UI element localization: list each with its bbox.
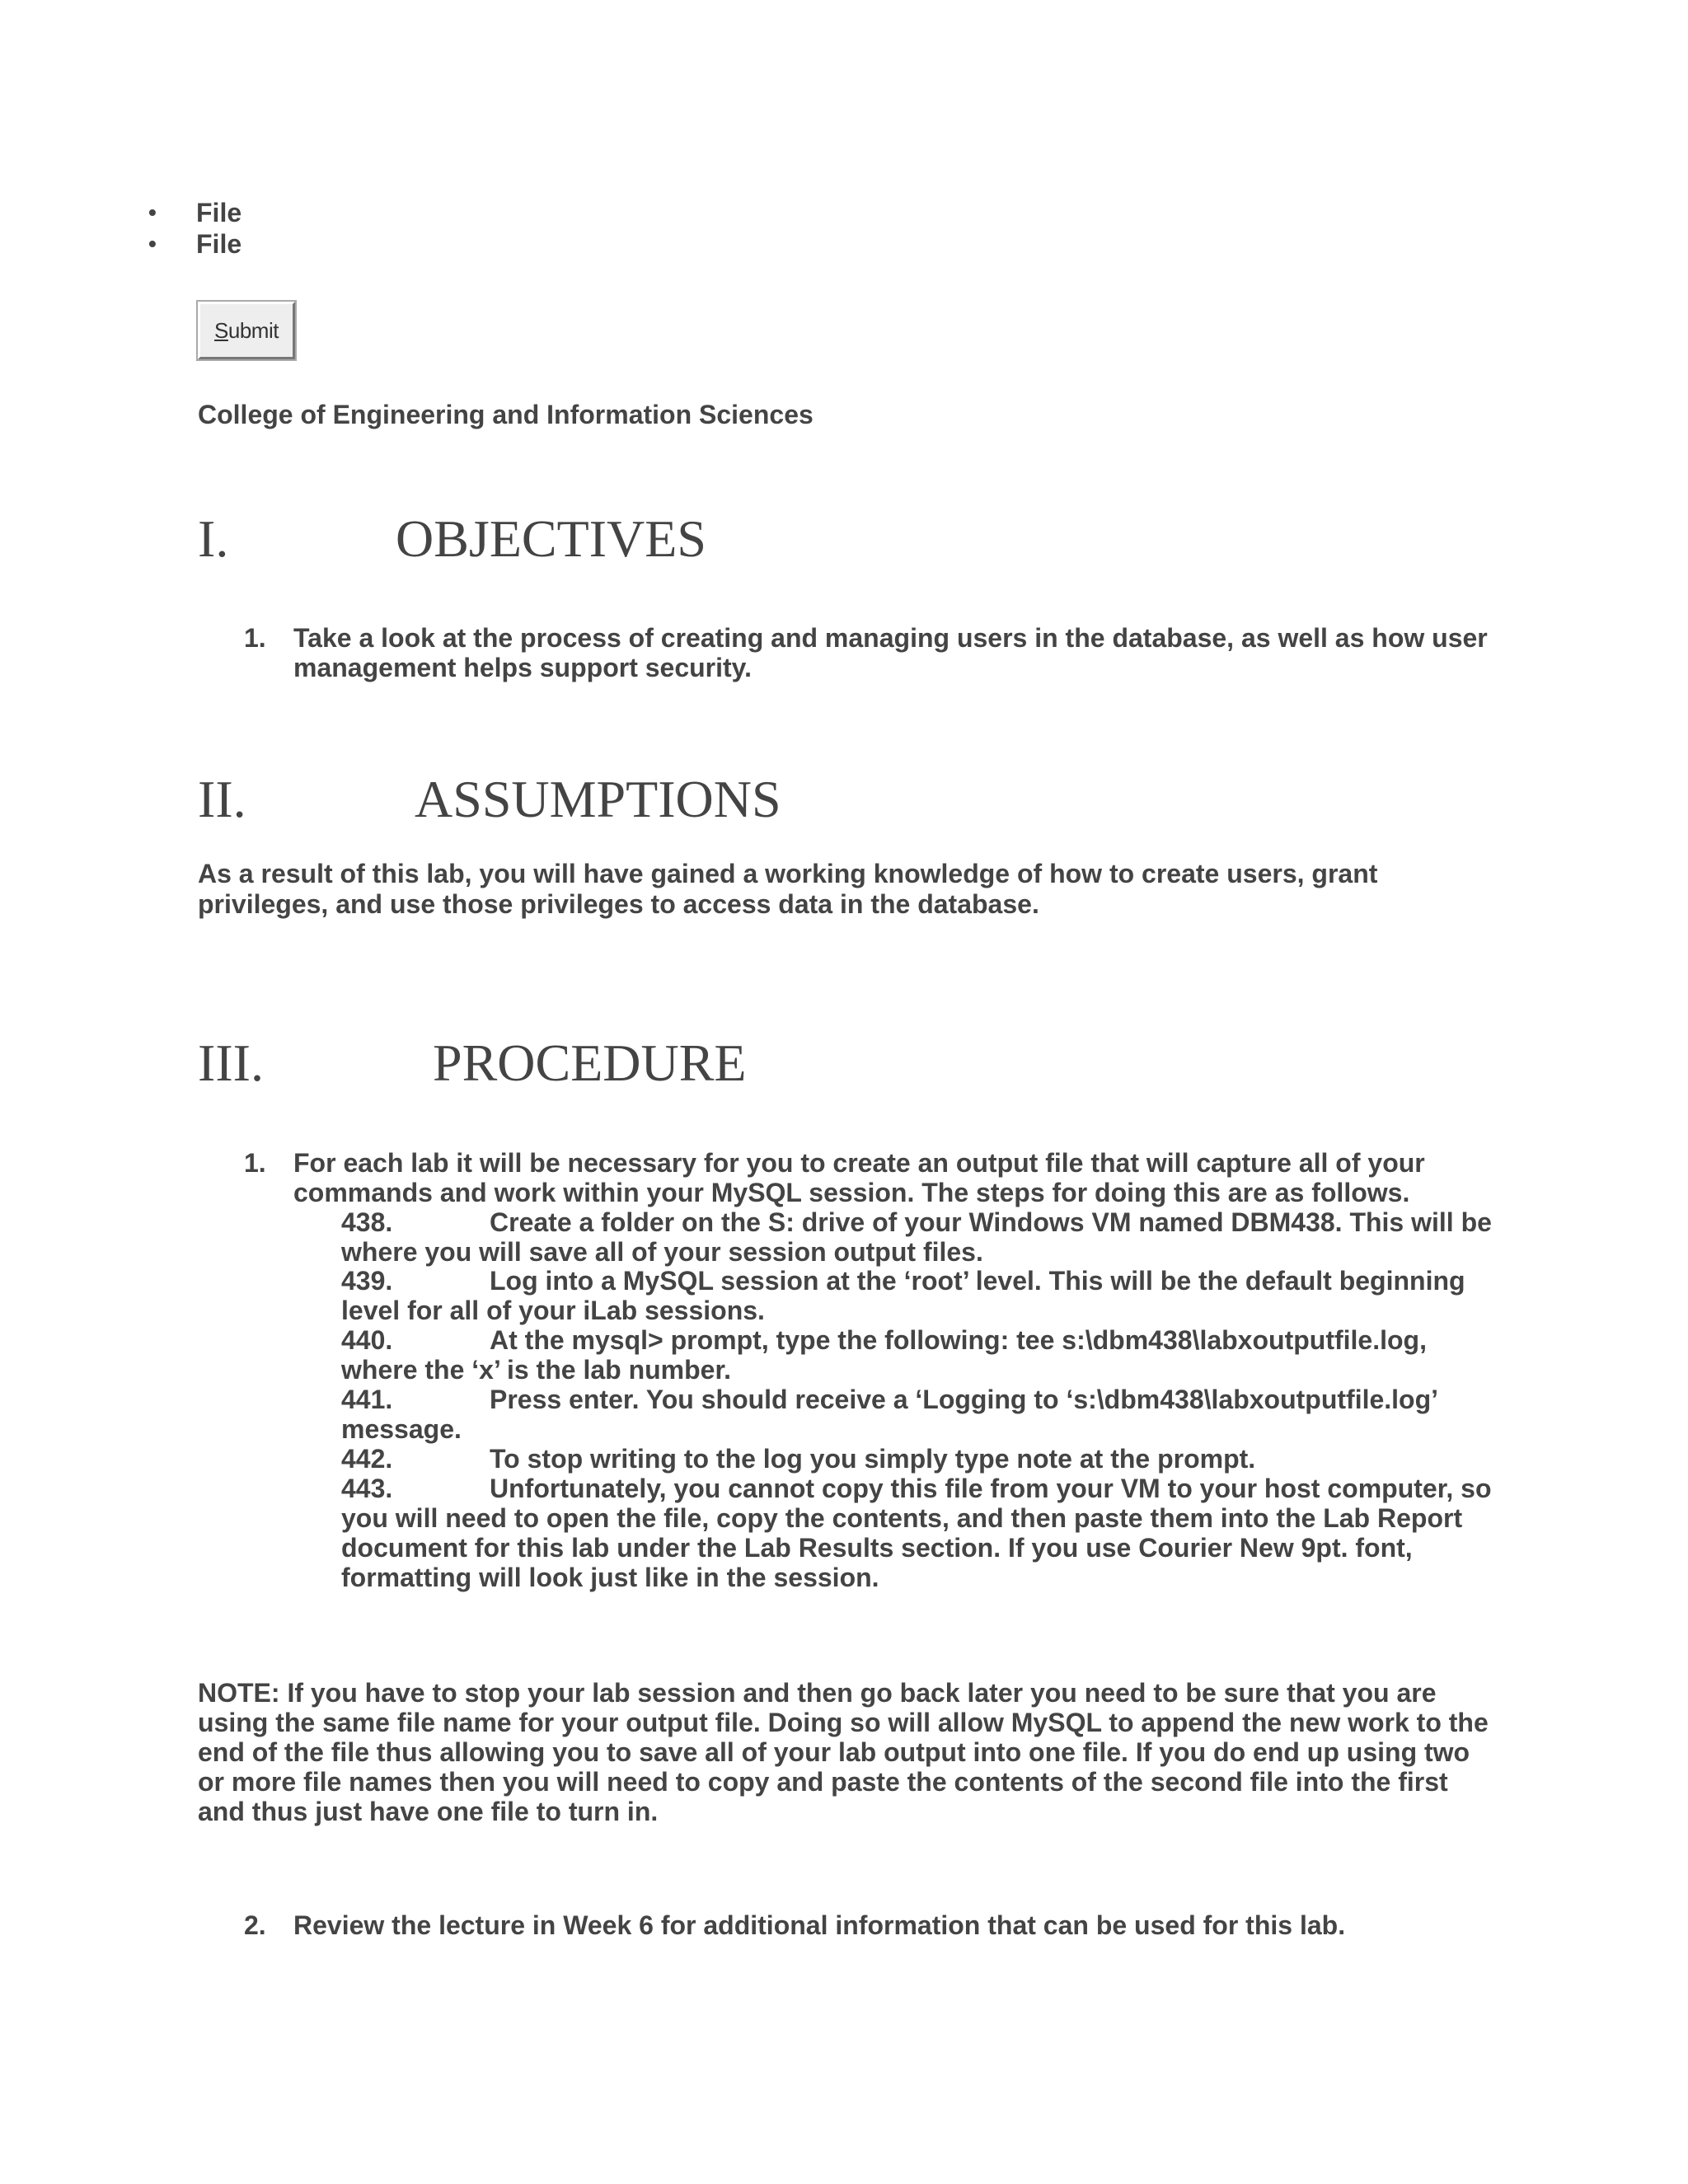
step-text: Press enter. You should receive a ‘Logging to ‘s:\dbm438\labxoutputfile.log’ message. [341,1385,1437,1444]
step-text: Log into a MySQL session at the ‘root’ level. This will be the default beginning level for all of your iLab sessions. [341,1266,1465,1325]
step-text: To stop writing to the log you simply type note at the prompt. [490,1444,1256,1474]
procedure-step [341,1385,1495,1444]
college-name: College of Engineering and Information Sciences [198,400,814,429]
section-number: I. [198,509,229,568]
note-paragraph: NOTE: If you have to stop your lab session and then go back later you need to be sure that you are using the same file name for your output file. Doing so will allow MySQL to append the new work to the end of the file thus allowing you to save all of your lab output into one file. If you do end up using two or more file names then you will need to copy and paste the contents of the second file into the first and thus just have one file to turn in. [198,1678,1489,1826]
section-title: PROCEDURE [433,1033,747,1092]
objective-item [244,623,1497,682]
step-text: Unfortunately, you cannot copy this file from your VM to your host computer, so you will need to open the file, copy the contents, and then paste them into the Lab Report document for this lab under the Lab Results section. If you use Courier New 9pt. font, formatting will look just like in the session. [341,1474,1492,1592]
step-text: Create a folder on the S: drive of your Windows VM named DBM438. This will be where you will save all of your session output files. [341,1207,1492,1267]
section-number: II. [198,770,246,828]
file-link[interactable]: File [196,198,242,227]
bullet-icon: • [148,231,157,256]
section-title: OBJECTIVES [396,509,706,568]
item-number: 1. [244,1148,266,1178]
procedure-step [341,1266,1495,1325]
procedure-step [341,1474,1495,1592]
item-text: For each lab it will be necessary for you to create an output file that will capture all of your commands and work within your MySQL session. The steps for doing this are as follows. [293,1148,1425,1207]
step-number: 439. [341,1266,393,1296]
section-number: III. [198,1033,264,1092]
step-number: 440. [341,1325,393,1355]
procedure-step [341,1325,1495,1385]
item-number: 2. [244,1910,266,1940]
procedure-item [244,1910,1497,1940]
step-number: 438. [341,1207,393,1237]
step-number: 441. [341,1385,393,1414]
procedure-step [341,1444,1495,1474]
step-number: 443. [341,1474,393,1503]
bullet-icon: • [148,199,157,225]
submit-accesskey: S [214,317,228,343]
item-text: Take a look at the process of creating and managing users in the database, as well as how user management helps support security. [293,623,1488,682]
item-text: Review the lecture in Week 6 for additional information that can be used for this lab. [293,1910,1346,1940]
procedure-step [341,1207,1495,1267]
procedure-item [244,1148,1447,1207]
assumptions-paragraph: As a result of this lab, you will have gained a working knowledge of how to create users, grant privileges, and use those privileges to access data in the database. [198,859,1378,919]
step-text: At the mysql> prompt, type the following: tee s:\dbm438\labxoutputfile.log, where the ‘x’ is the lab number. [341,1325,1427,1385]
section-title: ASSUMPTIONS [415,770,781,828]
step-number: 442. [341,1444,393,1474]
submit-button[interactable] [198,302,295,359]
item-number: 1. [244,623,266,653]
submit-label: ubmit [227,317,279,343]
file-link[interactable]: File [196,229,242,259]
